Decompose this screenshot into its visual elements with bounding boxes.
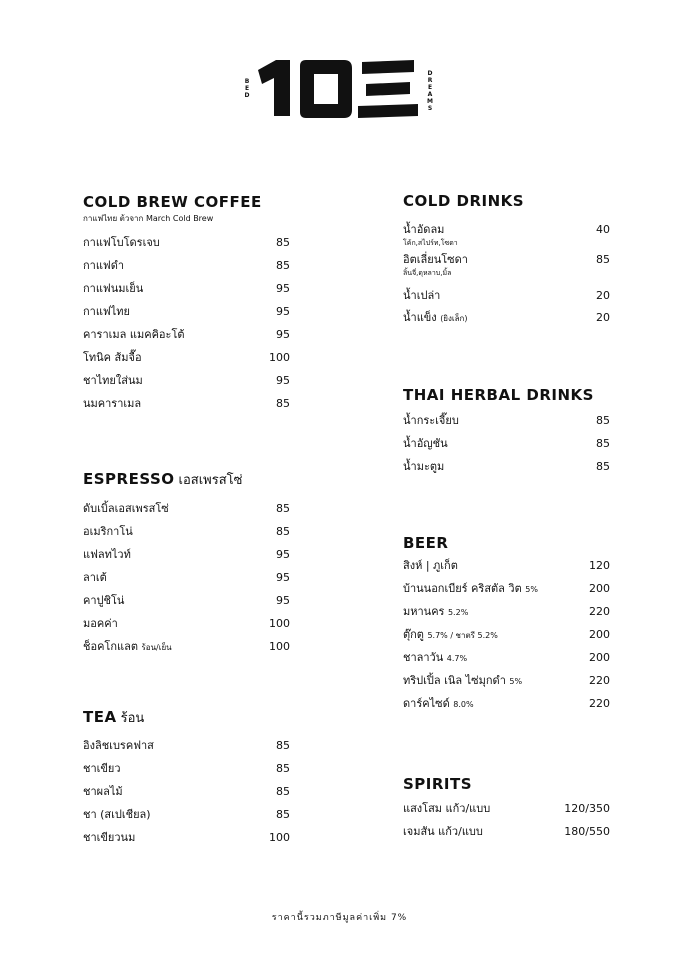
item-name-text: น้ำอัญชัน (403, 437, 448, 450)
item-price: 85 (276, 785, 290, 798)
item-price: 95 (276, 374, 290, 387)
item-name-text: คาปูชิโน่ (83, 594, 125, 607)
menu-item (403, 437, 610, 460)
item-price: 85 (596, 414, 610, 427)
section-title (83, 707, 290, 729)
item-price: 85 (276, 397, 290, 410)
item-price: 85 (276, 525, 290, 538)
item-note: โค้ก,สไปร์ท,โซดา (403, 239, 458, 247)
item-name (83, 525, 133, 539)
menu-item (403, 460, 610, 483)
menu-item (83, 785, 290, 808)
item-name (403, 437, 448, 451)
menu-item (403, 253, 610, 289)
item-name-text: นมคาราเมล (83, 397, 142, 410)
menu-item (83, 640, 290, 663)
item-name-text: มอคค่า (83, 617, 118, 630)
item-name (403, 289, 440, 303)
section-title-thai: ร้อน (120, 711, 145, 726)
item-name-text: โทนิค ส้มจื๊อ (83, 351, 142, 364)
item-name (83, 762, 121, 776)
menu-item (403, 802, 610, 825)
item-name (403, 628, 498, 643)
item-name (403, 311, 468, 326)
item-price: 95 (276, 328, 290, 341)
item-name (83, 548, 131, 562)
item-price: 100 (269, 640, 290, 653)
menu-item (83, 594, 290, 617)
item-name-text: กาแฟนมเย็น (83, 282, 144, 295)
item-name (83, 374, 143, 388)
menu-item (83, 328, 290, 351)
menu-item (403, 674, 610, 697)
item-note: ลิ้นจี่,ดุหลาบ,มิ้ล (403, 269, 452, 277)
item-price: 20 (596, 311, 610, 324)
menu-item (83, 831, 290, 854)
section-tea (83, 707, 290, 854)
item-name-text: ชาผลไม้ (83, 785, 123, 798)
item-name (83, 640, 172, 655)
item-detail: 8.0% (453, 700, 474, 709)
item-price: 85 (276, 236, 290, 249)
item-name-text: อิงลิชเบรคฟาส (83, 739, 154, 752)
menu-item (83, 762, 290, 785)
logo-103-mark (0, 48, 679, 128)
item-name (403, 651, 467, 666)
item-detail: ร้อน/เย็น (141, 643, 172, 652)
item-price: 85 (276, 739, 290, 752)
item-detail: 5% (525, 585, 538, 594)
menu-item (83, 739, 290, 762)
item-name (83, 571, 107, 585)
item-price: 85 (596, 460, 610, 473)
menu-item (83, 236, 290, 259)
item-name-text: แสงโสม แก้ว/แบบ (403, 802, 491, 815)
item-name (403, 223, 444, 237)
item-price: 95 (276, 594, 290, 607)
item-price: 120 (589, 559, 610, 572)
item-name (83, 594, 124, 608)
item-price: 20 (596, 289, 610, 302)
menu-item (83, 374, 290, 397)
item-name (83, 397, 141, 411)
menu-item (403, 414, 610, 437)
section-title: COLD DRINKS (403, 192, 525, 210)
tax-note: ราคานี้รวมภาษีมูลค่าเพิ่ม 7% (271, 913, 408, 923)
menu-item (83, 397, 290, 420)
item-price: 220 (589, 605, 610, 618)
section-title-thai: เอสเพรสโซ่ (178, 473, 243, 488)
item-price: 95 (276, 282, 290, 295)
section-espresso (83, 469, 290, 663)
menu-item (403, 697, 610, 720)
item-detail: 4.7% (446, 654, 468, 663)
menu-item (83, 548, 290, 571)
item-name (403, 460, 444, 474)
item-name-text: ชาลาวัน (403, 651, 444, 664)
item-price: 100 (269, 351, 290, 364)
item-price: 220 (589, 697, 610, 710)
menu-item (83, 525, 290, 548)
item-price: 95 (276, 305, 290, 318)
item-name (403, 253, 468, 267)
item-name-text: กาแฟดำ (83, 259, 125, 272)
menu-item (83, 351, 290, 374)
brand-logo (0, 48, 679, 128)
menu-item (403, 651, 610, 674)
menu-item (83, 305, 290, 328)
item-name (83, 785, 123, 799)
item-name (83, 236, 160, 250)
item-name-text: น้ำกระเจี๊ยบ (403, 414, 459, 427)
item-name (403, 414, 459, 428)
item-price: 100 (269, 831, 290, 844)
item-name-text: ตุ๊กตู (403, 628, 424, 641)
item-name-text: ดับเบิ้ลเอสเพรสโซ่ (83, 502, 169, 515)
item-name-text: น้ำมะตูม (403, 460, 445, 473)
item-detail: (ยิงเล็ก) (440, 314, 468, 323)
item-name-text: สิงห์ | ภูเก็ต (403, 559, 458, 572)
item-price: 180/550 (564, 825, 610, 838)
section-subtitle: กาแฟไทย ต้วจาก March Cold Brew (83, 214, 214, 223)
item-price: 85 (276, 762, 290, 775)
item-name-text: น้ำเปล่า (403, 289, 441, 302)
item-name (403, 674, 522, 689)
item-name-text: ลาเต้ (83, 571, 107, 584)
item-name-text: ทริปเปิ้ล เนิล ไซ่มุกดำ (403, 674, 506, 687)
logo-right-text: DREAMS (427, 70, 433, 112)
item-price: 85 (276, 502, 290, 515)
logo-left-text: BED (244, 78, 250, 99)
item-price: 85 (596, 253, 610, 266)
menu-item (403, 605, 610, 628)
section-title-en: ESPRESSO (83, 470, 175, 488)
item-price: 95 (276, 548, 290, 561)
menu-item (83, 571, 290, 594)
item-name (83, 282, 143, 296)
item-price: 85 (276, 259, 290, 272)
item-name-text: ชาไทยใส่นม (83, 374, 143, 387)
menu-item (403, 311, 610, 333)
item-name (83, 328, 185, 342)
item-name (403, 802, 490, 816)
item-name-text: น้ำแข็ง (403, 311, 437, 324)
item-name (83, 739, 154, 753)
item-price: 40 (596, 223, 610, 236)
section-title-en: TEA (83, 708, 117, 726)
item-name-text: ดาร์คไซด์ (403, 697, 450, 710)
item-detail: 5.2% (447, 608, 469, 617)
item-price: 200 (589, 582, 610, 595)
menu-item (403, 559, 610, 582)
section-title: THAI HERBAL DRINKS (403, 386, 594, 404)
item-name (403, 582, 538, 597)
item-price: 85 (276, 808, 290, 821)
item-name-text: คาราเมล แมคคิอะโต้ (83, 328, 185, 341)
item-detail: 5.7% / ชาตรี 5.2% (427, 631, 498, 640)
item-name-text: มหานคร (403, 605, 445, 618)
item-name-text: ช็อคโกแลต (83, 640, 138, 653)
section-title (83, 469, 290, 491)
item-name (403, 605, 468, 620)
item-name (83, 617, 118, 631)
item-name-text: กาแฟโบโดรเจบ (83, 236, 160, 249)
item-name-text: บ้านนอกเบียร์ คริสตัล วิต (403, 582, 522, 595)
item-name-text: น้ำอัดลม (403, 223, 445, 236)
menu-item (403, 582, 610, 605)
item-name (83, 808, 151, 822)
menu-item (83, 617, 290, 640)
item-name (83, 259, 124, 273)
item-price: 85 (596, 437, 610, 450)
menu-item (83, 502, 290, 525)
menu-item (83, 259, 290, 282)
item-price: 120/350 (564, 802, 610, 815)
item-detail: 5% (509, 677, 523, 686)
section-cold-drinks (403, 191, 610, 333)
item-name-text: ชาเขียวนม (83, 831, 136, 844)
item-price: 100 (269, 617, 290, 630)
menu-item (83, 808, 290, 831)
menu-item (403, 223, 610, 253)
section-title: SPIRITS (403, 775, 473, 793)
item-price: 220 (589, 674, 610, 687)
menu-item (83, 282, 290, 305)
section-cold-brew (83, 192, 290, 420)
item-name-text: เจมสัน แก้ว/แบบ (403, 825, 483, 838)
item-name (83, 305, 130, 319)
item-name (83, 831, 135, 845)
item-name-text: ชาเขียว (83, 762, 121, 775)
item-price: 200 (589, 628, 610, 641)
item-name-text: อิตเลี่ยนโซดา (403, 253, 468, 266)
menu-item (403, 289, 610, 311)
item-name-text: กาแฟไทย (83, 305, 130, 318)
item-price: 95 (276, 571, 290, 584)
section-spirits (403, 774, 610, 848)
item-price: 200 (589, 651, 610, 664)
item-name (83, 502, 169, 516)
section-thai-herbal (403, 385, 610, 483)
item-name (403, 697, 474, 712)
menu-item (403, 825, 610, 848)
section-beer (403, 533, 610, 720)
section-title: COLD BREW COFFEE (83, 193, 262, 211)
section-title: BEER (403, 534, 449, 552)
item-name (83, 351, 142, 365)
item-name-text: แฟลทไวท์ (83, 548, 131, 561)
item-name-text: ชา (สเปเชียล) (83, 808, 151, 821)
item-name-text: อเมริกาโน่ (83, 525, 133, 538)
item-name (403, 825, 483, 839)
item-name (403, 559, 458, 573)
menu-item (403, 628, 610, 651)
